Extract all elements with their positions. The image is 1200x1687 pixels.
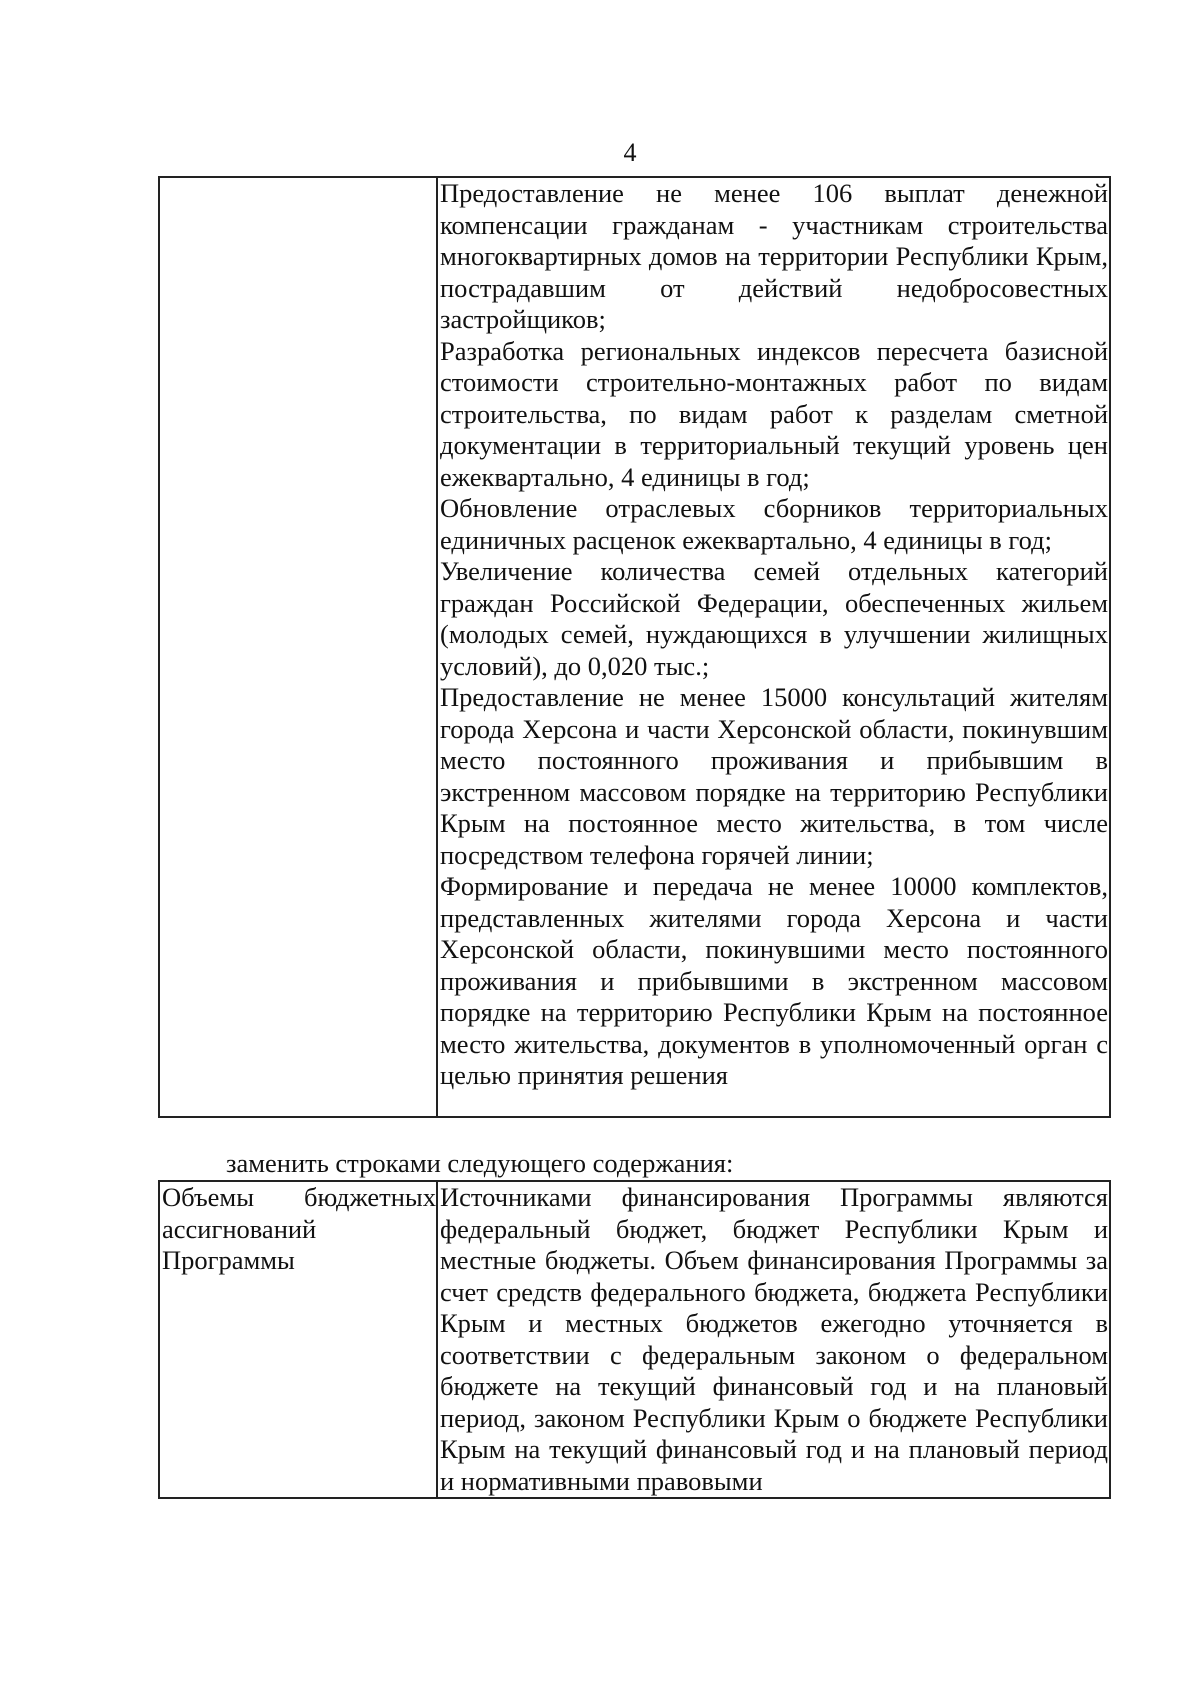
- target-paragraph-compensation: Предоставление не менее 106 выплат денежной компенсации гражданам - участникам строительства многоквартирных домов на территории Республики Крым, пострадавшим от действий недобросовестных застройщиков;: [440, 178, 1108, 334]
- empty-left-cell: [159, 177, 437, 1117]
- budget-text: Источниками финансирования Программы являются федеральный бюджет, бюджет Республики Крым и местные бюджеты. Объем финансирования Программы за счет средств федерального бюджета, бюджета Республики Крым и местных бюджетов ежегодно уточняется в соответствии с федеральным законом о федеральном бюджете на текущий финансовый год и на плановый период, законом Республики Крым о бюджете Республики Крым на текущий финансовый год и на плановый период и нормативными правовыми: [440, 1182, 1108, 1496]
- replacement-intro-text: заменить строками следующего содержания:: [226, 1148, 734, 1178]
- budget-text-cell: [437, 1181, 1110, 1498]
- target-paragraph-consultations: Предоставление не менее 15000 консультаций жителям города Херсона и части Херсонской области, покинувшим место постоянного проживания и прибывшим в экстренном массовом порядке на территорию Республики Крым на постоянное место жительства, в том числе посредством телефона горячей линии;: [440, 682, 1108, 870]
- target-paragraph-families-housing: Увеличение количества семей отдельных категорий граждан Российской Федерации, обеспеченных жильем (молодых семей, нуждающихся в улучшении жилищных условий), до 0,020 тыс.;: [440, 556, 1108, 681]
- budget-label: Объемы бюджетных ассигнований Программы: [162, 1182, 436, 1275]
- table-row: [159, 1181, 1110, 1498]
- target-paragraph-indexes: Разработка региональных индексов пересчета базисной стоимости строительно-монтажных работ по видам строительства, по видам работ к разделам сметной документации в территориальный текущий уровень цен ежеквартально, 4 единицы в год;: [440, 335, 1108, 492]
- targets-cell: [437, 177, 1110, 1117]
- page-number: 4: [623, 138, 637, 167]
- budget-table: [158, 1180, 1111, 1499]
- budget-label-cell: [159, 1181, 437, 1498]
- table-row: [159, 177, 1110, 1117]
- target-paragraph-rates-update: Обновление отраслевых сборников территориальных единичных расценок ежеквартально, 4 единицы в год;: [440, 493, 1108, 555]
- target-paragraph-documents: Формирование и передача не менее 10000 комплектов, представленных жителями города Херсона и части Херсонской области, покинувшими место постоянного проживания и прибывшими в экстренном массовом порядке на территорию Республики Крым на постоянное место жительства, документов в уполномоченный орган с целью принятия решения: [440, 871, 1108, 1090]
- goals-table-continued: [158, 176, 1111, 1118]
